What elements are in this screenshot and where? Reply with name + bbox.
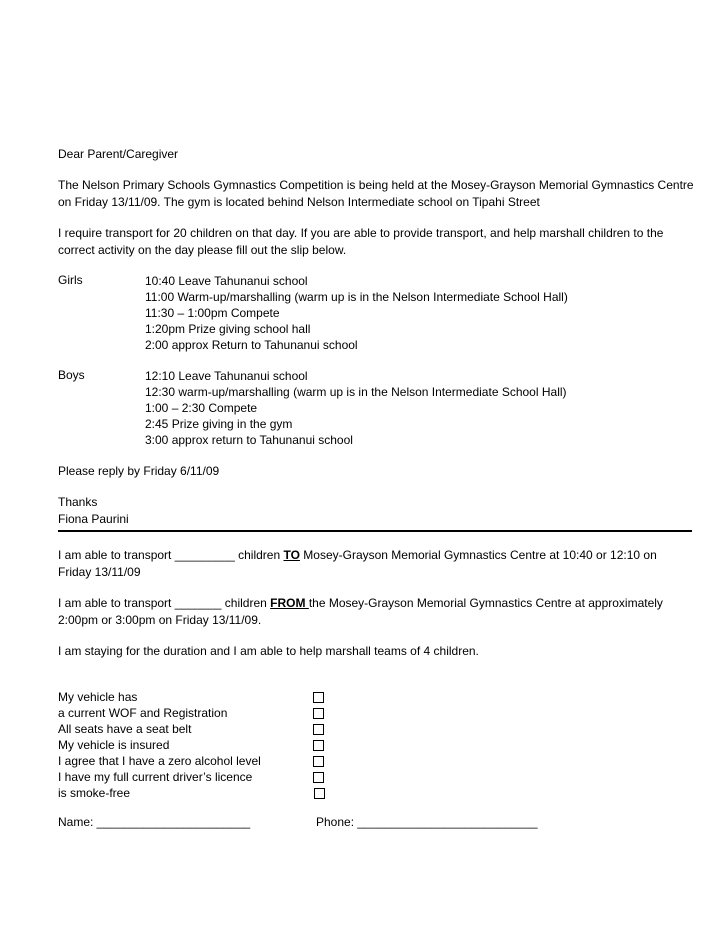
schedule-item: 12:10 Leave Tahunanui school	[145, 369, 308, 383]
checkbox[interactable]	[313, 772, 324, 783]
transport-to-line: I am able to transport _________ children TO Mosey-Grayson Memorial Gymnastics Centre at 10:40 or 12:10 on	[58, 548, 657, 562]
schedule-item: 11:30 – 1:00pm Compete	[145, 306, 280, 320]
transport-to-date: Friday 13/11/09	[58, 565, 141, 579]
checkbox[interactable]	[314, 788, 325, 799]
intro-line-1: The Nelson Primary Schools Gymnastics Competition is being held at the Mosey-Grayson Memorial Gymnastics Centre	[58, 178, 694, 192]
schedule-item: 12:30 warm-up/marshalling (warm up is in the Nelson Intermediate School Hall)	[145, 385, 567, 399]
from-emphasis: FROM	[270, 596, 309, 610]
request-line-2: correct activity on the day please fill out the slip below.	[58, 243, 347, 257]
schedule-item: 11:00 Warm-up/marshalling (warm up is in the Nelson Intermediate School Hall)	[145, 290, 568, 304]
checkbox[interactable]	[313, 708, 324, 719]
transport-from-date: 2:00pm or 3:00pm on Friday 13/11/09.	[58, 613, 262, 627]
transport-from-line: I am able to transport _______ children FROM the Mosey-Grayson Memorial Gymnastics Centre at approximately	[58, 596, 663, 610]
name-field[interactable]: Name: _______________________	[58, 815, 251, 829]
greeting: Dear Parent/Caregiver	[58, 147, 179, 161]
phone-field[interactable]: Phone: ___________________________	[316, 815, 538, 829]
schedule-item: 10:40 Leave Tahunanui school	[145, 274, 308, 288]
checkbox[interactable]	[313, 740, 324, 751]
girls-label: Girls	[58, 273, 83, 287]
contact-fields	[58, 815, 698, 829]
checklist-item: My vehicle is insured	[58, 737, 698, 753]
reply-by: Please reply by Friday 6/11/09	[58, 464, 220, 478]
checklist-item: My vehicle has	[58, 689, 698, 705]
checkbox[interactable]	[313, 724, 324, 735]
request-line-1: I require transport for 20 children on that day. If you are able to provide transport, and help marshall children to the	[58, 226, 664, 240]
schedule-item: 1:20pm Prize giving school hall	[145, 322, 311, 336]
checklist-item: is smoke-free	[58, 785, 698, 801]
girls-schedule	[58, 273, 698, 353]
to-emphasis: TO	[283, 548, 300, 562]
letter-body	[58, 146, 698, 829]
schedule-item: 2:00 approx Return to Tahunanui school	[145, 338, 358, 352]
checkbox[interactable]	[313, 692, 324, 703]
checkbox[interactable]	[313, 756, 324, 767]
schedule-item: 3:00 approx return to Tahunanui school	[145, 433, 353, 447]
intro-line-2: on Friday 13/11/09. The gym is located behind Nelson Intermediate school on Tipahi Street	[58, 195, 540, 209]
checklist-item: I have my full current driver’s licence	[58, 769, 698, 785]
boys-schedule	[58, 368, 698, 448]
signature: Fiona Paurini	[58, 512, 129, 526]
staying-line: I am staying for the duration and I am able to help marshall teams of 4 children.	[58, 644, 479, 658]
divider-line	[58, 530, 692, 532]
checklist	[58, 689, 698, 801]
schedule-item: 2:45 Prize giving in the gym	[145, 417, 293, 431]
checklist-item: a current WOF and Registration	[58, 705, 698, 721]
thanks: Thanks	[58, 495, 98, 509]
schedule-item: 1:00 – 2:30 Compete	[145, 401, 258, 415]
checklist-item: I agree that I have a zero alcohol level	[58, 753, 698, 769]
checklist-item: All seats have a seat belt	[58, 721, 698, 737]
boys-label: Boys	[58, 368, 85, 382]
